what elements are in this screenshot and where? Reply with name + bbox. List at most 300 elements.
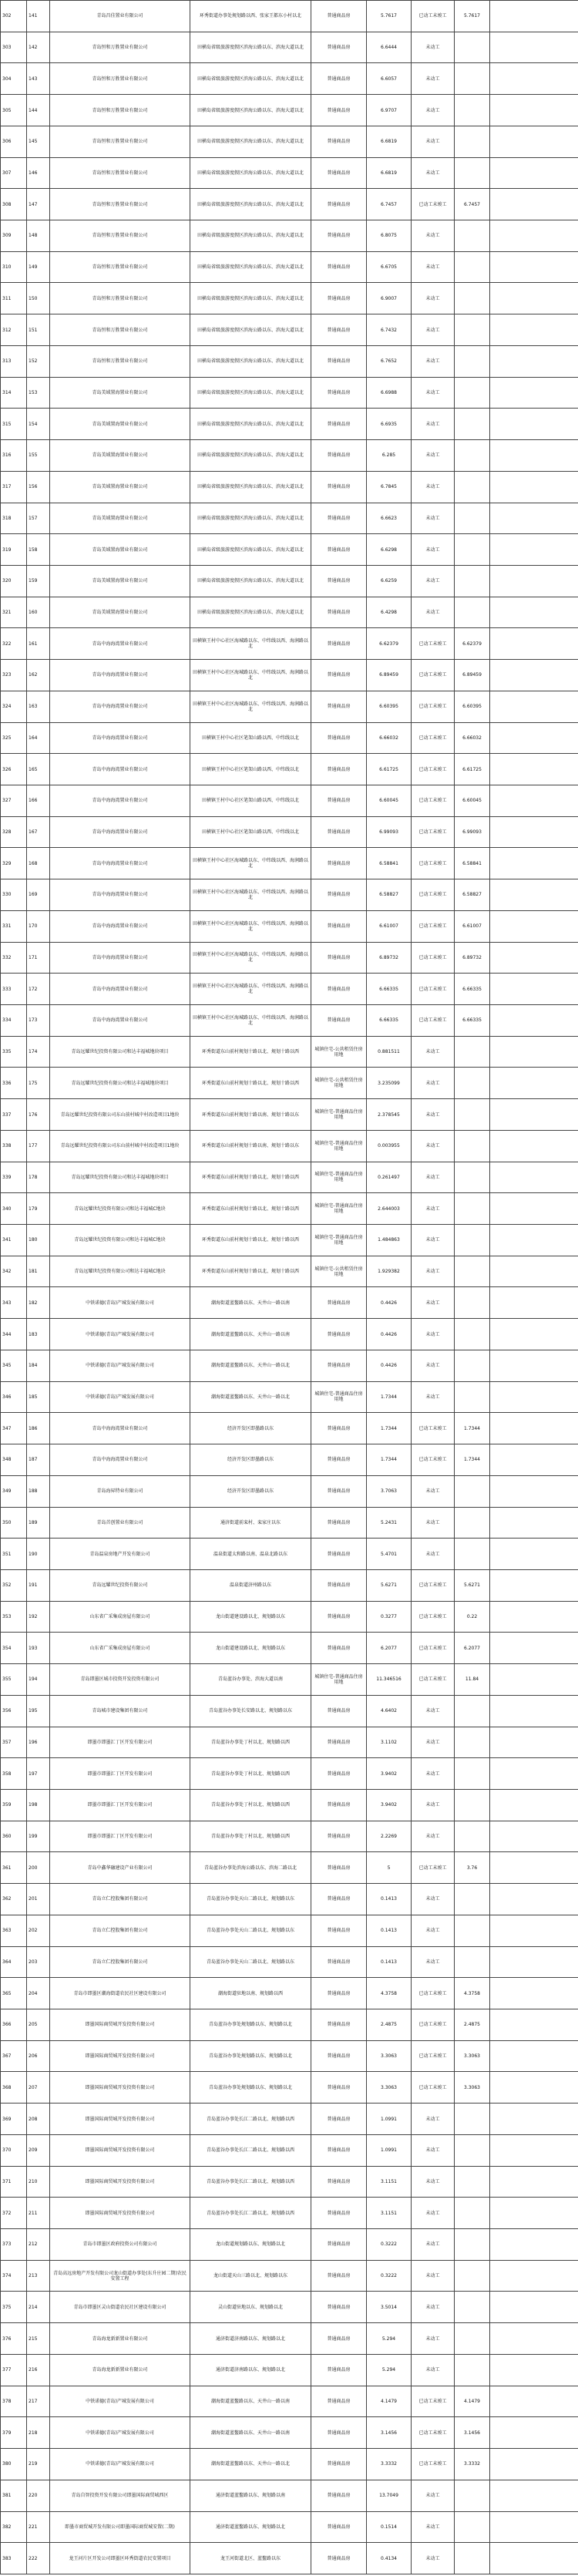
sequence-number-cell: 187 [27,1444,50,1476]
area-cell: 2.4875 [367,2009,412,2041]
location-cell: 田横镇王村中心社区笔架山路以西、中纬线以北 [190,722,311,754]
remarks-cell [490,1130,578,1162]
land-use-cell: 城镇住宅-普通商品住房用地 [311,1099,367,1131]
remarks-cell [490,816,578,848]
status-cell: 未动工 [412,2166,455,2198]
sequence-number-cell: 174 [27,1036,50,1068]
table-row [1,1758,578,1790]
land-use-cell: 普通商品房 [311,2480,367,2511]
row-number-cell: 312 [1,314,27,346]
table-row [1,440,578,472]
remarks-cell [490,2260,578,2292]
row-number-cell: 351 [1,1539,27,1570]
land-use-cell: 普通商品房 [311,974,367,1005]
developed-area-cell [455,1821,490,1852]
sequence-number-cell: 153 [27,377,50,409]
sequence-number-cell: 201 [27,1884,50,1915]
location-cell: 田横镇王村中心社区海城路以东、中纬线以西、海润路以北 [190,848,311,879]
remarks-cell [490,1601,578,1633]
location-cell: 田横岛省级旅游度假区滨海公路以东、滨海大道以北 [190,63,311,95]
land-use-cell: 普通商品房 [311,1601,367,1633]
remarks-cell [490,1036,578,1068]
table-row [1,2166,578,2198]
sequence-number-cell: 154 [27,409,50,440]
developed-area-cell [455,2480,490,2511]
location-cell: 潮海街道蓝鳌路以东、天井山一路以南 [190,1319,311,1350]
land-use-cell: 城镇住宅-公共租赁住房用地 [311,1068,367,1099]
location-cell: 青岛蓝谷办事处长江二路以北、规划路以西 [190,2198,311,2229]
row-number-cell: 362 [1,1884,27,1915]
area-cell: 6.6057 [367,63,412,95]
location-cell: 通济街道济南路以东、规划路以北 [190,2354,311,2386]
land-use-cell: 普通商品房 [311,2449,367,2480]
company-name-cell: 青岛恒和万胜置业有限公司 [50,32,190,63]
status-cell: 未动工 [412,32,455,63]
sequence-number-cell: 161 [27,628,50,660]
developed-area-cell [455,409,490,440]
developed-area-cell: 6.61007 [455,910,490,942]
sequence-number-cell: 214 [27,2292,50,2323]
status-cell: 未动工 [412,2229,455,2261]
company-name-cell: 即墨国际商贸城开发投资有限公司 [50,2040,190,2072]
sequence-number-cell: 159 [27,565,50,597]
remarks-cell [490,1099,578,1131]
row-number-cell: 375 [1,2292,27,2323]
developed-area-cell [455,314,490,346]
remarks-cell [490,2134,578,2166]
sequence-number-cell: 151 [27,314,50,346]
company-name-cell: 青岛美域置海置业有限公司 [50,377,190,409]
location-cell: 田横岛省级旅游度假区滨海公路以东、滨海大道以北 [190,220,311,252]
table-row [1,2198,578,2229]
area-cell: 0.1413 [367,1884,412,1915]
status-cell: 未动工 [412,2323,455,2355]
area-cell: 1.7344 [367,1381,412,1413]
row-number-cell: 331 [1,910,27,942]
company-name-cell: 青岛远耀世纪投资有限公司和达丰福城地块项目 [50,1036,190,1068]
company-name-cell: 山东省广采集成房屋有限公司 [50,1601,190,1633]
table-row [1,1475,578,1507]
area-cell: 0.4134 [367,2543,412,2574]
row-number-cell: 353 [1,1601,27,1633]
land-use-cell: 普通商品房 [311,1444,367,1476]
remarks-cell [490,1319,578,1350]
company-name-cell: 中铁诺德(青岛)产城发展有限公司 [50,1319,190,1350]
row-number-cell: 324 [1,691,27,722]
developed-area-cell [455,1789,490,1821]
location-cell: 潮海街道蓝鳌路以东、天井山一路以南 [190,1287,311,1319]
location-cell: 青岛蓝谷办事处、滨海大道以南 [190,1664,311,1696]
status-cell: 未动工 [412,1193,455,1225]
remarks-cell [490,2229,578,2261]
land-use-cell: 普通商品房 [311,1507,367,1539]
table-row [1,1884,578,1915]
status-cell: 未动工 [412,63,455,95]
status-cell: 未动工 [412,534,455,566]
location-cell: 青岛蓝谷办事处长安路以北、规划路以东 [190,1695,311,1727]
company-name-cell: 青岛中海海湾置业有限公司 [50,1444,190,1476]
area-cell: 3.1151 [367,2166,412,2198]
sequence-number-cell: 163 [27,691,50,722]
company-name-cell: 青岛恒和万胜置业有限公司 [50,157,190,189]
sequence-number-cell: 180 [27,1225,50,1256]
location-cell: 田横岛省级旅游度假区滨海公路以东、滨海大道以北 [190,345,311,377]
sequence-number-cell: 155 [27,440,50,472]
remarks-cell [490,409,578,440]
developed-area-cell [455,1758,490,1790]
table-row [1,879,578,911]
sequence-number-cell: 194 [27,1664,50,1696]
remarks-cell [490,1068,578,1099]
remarks-cell [490,1413,578,1444]
row-number-cell: 348 [1,1444,27,1476]
status-cell: 已动工未竣工 [412,2386,455,2417]
developed-area-cell: 0.22 [455,1601,490,1633]
table-row [1,1821,578,1852]
company-name-cell: 中铁诺德(青岛)产城发展有限公司 [50,2449,190,2480]
table-row [1,95,578,126]
location-cell: 经济开发区即墨路以东 [190,1444,311,1476]
table-row [1,503,578,534]
land-use-cell: 普通商品房 [311,879,367,911]
land-use-cell: 普通商品房 [311,189,367,220]
developed-area-cell: 6.60045 [455,785,490,816]
table-row [1,251,578,283]
company-name-cell: 中铁诺德(青岛)产城发展有限公司 [50,2417,190,2449]
sequence-number-cell: 182 [27,1287,50,1319]
location-cell: 环秀街道东山前村规划十路以北、规划十路以西 [190,1068,311,1099]
remarks-cell [490,345,578,377]
table-row [1,126,578,157]
developed-area-cell: 6.66032 [455,722,490,754]
row-number-cell: 340 [1,1193,27,1225]
land-use-cell: 普通商品房 [311,1695,367,1727]
company-name-cell: 青岛中海海湾置业有限公司 [50,628,190,660]
sequence-number-cell: 218 [27,2417,50,2449]
status-cell: 未动工 [412,2260,455,2292]
sequence-number-cell: 170 [27,910,50,942]
land-use-cell: 普通商品房 [311,1539,367,1570]
row-number-cell: 373 [1,2229,27,2261]
table-row [1,1381,578,1413]
location-cell: 田横镇王村中心社区海城路以东、中纬线以西、海润路以北 [190,910,311,942]
remarks-cell [490,1444,578,1476]
status-cell: 已动工未竣工 [412,1633,455,1664]
developed-area-cell [455,2104,490,2135]
location-cell: 青岛蓝谷办事处规划路以东、规划路以北 [190,2072,311,2104]
company-name-cell: 青岛美域置海置业有限公司 [50,409,190,440]
row-number-cell: 339 [1,1162,27,1193]
status-cell: 已动工未竣工 [412,1005,455,1037]
row-number-cell: 315 [1,409,27,440]
area-cell: 3.1102 [367,1727,412,1758]
sequence-number-cell: 193 [27,1633,50,1664]
status-cell: 已动工未竣工 [412,1444,455,1476]
status-cell: 未动工 [412,2134,455,2166]
company-name-cell: 青岛即墨区城市投资开发投资有限公司 [50,1664,190,1696]
area-cell: 6.6988 [367,377,412,409]
developed-area-cell [455,1036,490,1068]
land-use-cell: 普通商品房 [311,628,367,660]
company-name-cell: 青岛美域置海置业有限公司 [50,503,190,534]
developed-area-cell [455,471,490,503]
location-cell: 田横镇王村中心社区笔架山路以西、中纬线以北 [190,816,311,848]
status-cell: 已动工未竣工 [412,1664,455,1696]
area-cell: 6.6819 [367,126,412,157]
location-cell: 温泉街道太和路以南、温泉北路以东 [190,1539,311,1570]
area-cell: 6.7652 [367,345,412,377]
sequence-number-cell: 216 [27,2354,50,2386]
row-number-cell: 327 [1,785,27,816]
status-cell: 已动工未竣工 [412,1413,455,1444]
sequence-number-cell: 188 [27,1475,50,1507]
row-number-cell: 343 [1,1287,27,1319]
company-name-cell: 青岛中海海湾置业有限公司 [50,785,190,816]
location-cell: 田横镇王村中心社区笔架山路以西、中纬线以北 [190,785,311,816]
company-name-cell: 青岛远耀世纪投资有限公司和达丰福城C地块 [50,1193,190,1225]
company-name-cell: 青岛美域置海置业有限公司 [50,440,190,472]
developed-area-cell [455,126,490,157]
location-cell: 田横岛省级旅游度假区滨海公路以东、滨海大道以北 [190,283,311,314]
location-cell: 青岛蓝谷办事处长江二路以北、规划路以西 [190,2166,311,2198]
sequence-number-cell: 158 [27,534,50,566]
row-number-cell: 328 [1,816,27,848]
company-name-cell: 即墨国际商贸城开发投资有限公司 [50,2198,190,2229]
table-row [1,1601,578,1633]
land-use-cell: 普通商品房 [311,2040,367,2072]
developed-area-cell: 6.62379 [455,628,490,660]
status-cell: 未动工 [412,1727,455,1758]
area-cell: 13.7049 [367,2480,412,2511]
location-cell: 潮海街道蓝鳌路以东、天井山一路以北 [190,1350,311,1381]
table-row [1,1350,578,1381]
location-cell: 通济街道蓝鳌路以东、规划路以南 [190,2480,311,2511]
status-cell: 已动工未竣工 [412,722,455,754]
table-row [1,848,578,879]
table-row [1,2040,578,2072]
sequence-number-cell: 197 [27,1758,50,1790]
row-number-cell: 342 [1,1256,27,1287]
company-name-cell: 即墨国际商贸城开发投资有限公司 [50,2134,190,2166]
row-number-cell: 372 [1,2198,27,2229]
sequence-number-cell: 185 [27,1381,50,1413]
status-cell: 未动工 [412,1256,455,1287]
location-cell: 青岛蓝谷办事处规划路以东、规划路以北 [190,2009,311,2041]
location-cell: 通济街道前栾村、栾家庄以东 [190,1507,311,1539]
table-row [1,2009,578,2041]
company-name-cell: 青岛中海海湾置业有限公司 [50,1413,190,1444]
area-cell: 3.235099 [367,1068,412,1099]
land-use-cell: 普通商品房 [311,2104,367,2135]
sequence-number-cell: 196 [27,1727,50,1758]
status-cell: 未动工 [412,157,455,189]
area-cell: 6.8075 [367,220,412,252]
table-row [1,1852,578,1884]
row-number-cell: 326 [1,754,27,785]
remarks-cell [490,1695,578,1727]
developed-area-cell [455,2134,490,2166]
status-cell: 未动工 [412,95,455,126]
row-number-cell: 347 [1,1413,27,1444]
location-cell: 田横岛省级旅游度假区滨海公路以东、滨海大道以北 [190,157,311,189]
developed-area-cell [455,2292,490,2323]
sequence-number-cell: 171 [27,942,50,974]
row-number-cell: 303 [1,32,27,63]
area-cell: 0.1413 [367,1915,412,1946]
company-name-cell: 中铁诺德(青岛)产城发展有限公司 [50,1350,190,1381]
land-use-cell: 城镇住宅-普通商品住房用地 [311,1381,367,1413]
area-cell: 6.60045 [367,785,412,816]
table-row [1,2449,578,2480]
developed-area-cell: 5.6271 [455,1569,490,1601]
sequence-number-cell: 183 [27,1319,50,1350]
company-name-cell: 青岛远耀世纪投资有限公司东山前村城中村改造项目1地块 [50,1130,190,1162]
company-name-cell: 中铁诺德(青岛)产城发展有限公司 [50,2386,190,2417]
table-row [1,2104,578,2135]
remarks-cell [490,189,578,220]
row-number-cell: 366 [1,2009,27,2041]
company-name-cell: 青岛立仁控股集团有限公司 [50,1884,190,1915]
area-cell: 3.9402 [367,1758,412,1790]
company-name-cell: 青岛海昇特业有限公司 [50,1475,190,1507]
developed-area-cell [455,1475,490,1507]
table-row [1,2229,578,2261]
table-row [1,1727,578,1758]
land-use-cell: 普通商品房 [311,32,367,63]
company-name-cell: 青岛恒和万胜置业有限公司 [50,126,190,157]
location-cell: 通济街道蓝鳌路以东、规划路以北 [190,2511,311,2543]
table-row [1,1633,578,1664]
area-cell: 1.7344 [367,1444,412,1476]
sequence-number-cell: 220 [27,2480,50,2511]
land-use-cell: 普通商品房 [311,440,367,472]
table-row [1,910,578,942]
status-cell: 未动工 [412,565,455,597]
location-cell: 田横镇王村中心社区海城路以东、中纬线以西、海润路以北 [190,879,311,911]
remarks-cell [490,1381,578,1413]
remarks-cell [490,283,578,314]
land-use-cell: 普通商品房 [311,2260,367,2292]
area-cell: 3.3063 [367,2072,412,2104]
company-name-cell: 青岛中海海湾置业有限公司 [50,816,190,848]
area-cell: 0.3222 [367,2229,412,2261]
company-name-cell: 青岛恒和万胜置业有限公司 [50,345,190,377]
row-number-cell: 333 [1,974,27,1005]
area-cell: 6.66032 [367,722,412,754]
area-cell: 0.4426 [367,1319,412,1350]
row-number-cell: 322 [1,628,27,660]
row-number-cell: 302 [1,1,27,32]
company-name-cell: 青岛恒和万胜置业有限公司 [50,251,190,283]
company-name-cell: 青岛中海海湾置业有限公司 [50,722,190,754]
area-cell: 6.6259 [367,565,412,597]
land-use-cell: 普通商品房 [311,942,367,974]
area-cell: 2.2269 [367,1821,412,1852]
land-use-cell: 普通商品房 [311,1852,367,1884]
developed-area-cell [455,1695,490,1727]
area-cell: 4.3758 [367,1978,412,2009]
area-cell: 4.6402 [367,1695,412,1727]
land-use-cell: 普通商品房 [311,754,367,785]
area-cell: 5.294 [367,2323,412,2355]
row-number-cell: 309 [1,220,27,252]
land-use-cell: 普通商品房 [311,2354,367,2386]
sequence-number-cell: 191 [27,1569,50,1601]
row-number-cell: 341 [1,1225,27,1256]
remarks-cell [490,2354,578,2386]
land-use-cell: 普通商品房 [311,1915,367,1946]
company-name-cell: 青岛中海海湾置业有限公司 [50,754,190,785]
table-row [1,1287,578,1319]
company-name-cell: 青岛远耀世纪投资有限公司 [50,1569,190,1601]
land-use-cell: 普通商品房 [311,1475,367,1507]
row-number-cell: 382 [1,2511,27,2543]
row-number-cell: 306 [1,126,27,157]
table-row [1,1507,578,1539]
status-cell: 已动工未竣工 [412,785,455,816]
area-cell: 5.6271 [367,1569,412,1601]
remarks-cell [490,1569,578,1601]
sequence-number-cell: 152 [27,345,50,377]
company-name-cell: 中铁诺德(青岛)产城发展有限公司 [50,1381,190,1413]
remarks-cell [490,1852,578,1884]
sequence-number-cell: 175 [27,1068,50,1099]
remarks-cell [490,2292,578,2323]
sequence-number-cell: 186 [27,1413,50,1444]
area-cell: 0.4426 [367,1287,412,1319]
area-cell: 2.378545 [367,1099,412,1131]
sequence-number-cell: 165 [27,754,50,785]
location-cell: 田横镇王村中心社区海城路以东、中纬线以西、海润路以北 [190,1005,311,1037]
status-cell: 已动工未竣工 [412,816,455,848]
status-cell: 未动工 [412,345,455,377]
sequence-number-cell: 213 [27,2260,50,2292]
row-number-cell: 316 [1,440,27,472]
area-cell: 0.881511 [367,1036,412,1068]
remarks-cell [490,1256,578,1287]
company-name-cell: 青岛中海海湾置业有限公司 [50,879,190,911]
row-number-cell: 325 [1,722,27,754]
remarks-cell [490,1884,578,1915]
status-cell: 已动工未竣工 [412,942,455,974]
table-row [1,534,578,566]
sequence-number-cell: 209 [27,2134,50,2166]
location-cell: 田横岛省级旅游度假区滨海公路以东、滨海大道以北 [190,126,311,157]
sequence-number-cell: 167 [27,816,50,848]
table-row [1,1162,578,1193]
location-cell: 田横岛省级旅游度假区滨海公路以东、滨海大道以北 [190,409,311,440]
table-row [1,1225,578,1256]
table-row [1,1946,578,1978]
area-cell: 1.7344 [367,1413,412,1444]
table-row [1,1789,578,1821]
land-use-cell: 普通商品房 [311,1946,367,1978]
location-cell: 温泉街道济州路以东 [190,1569,311,1601]
location-cell: 环秀街道东山前村规划十路以北、规划十路以西 [190,1193,311,1225]
location-cell: 经济开发区即墨路以东 [190,1475,311,1507]
remarks-cell [490,1475,578,1507]
remarks-cell [490,534,578,566]
status-cell: 未动工 [412,1350,455,1381]
status-cell: 未动工 [412,2543,455,2574]
developed-area-cell: 3.3063 [455,2072,490,2104]
remarks-cell [490,2511,578,2543]
sequence-number-cell: 207 [27,2072,50,2104]
row-number-cell: 308 [1,189,27,220]
area-cell: 0.3277 [367,1601,412,1633]
remarks-cell [490,2072,578,2104]
table-row [1,1,578,32]
